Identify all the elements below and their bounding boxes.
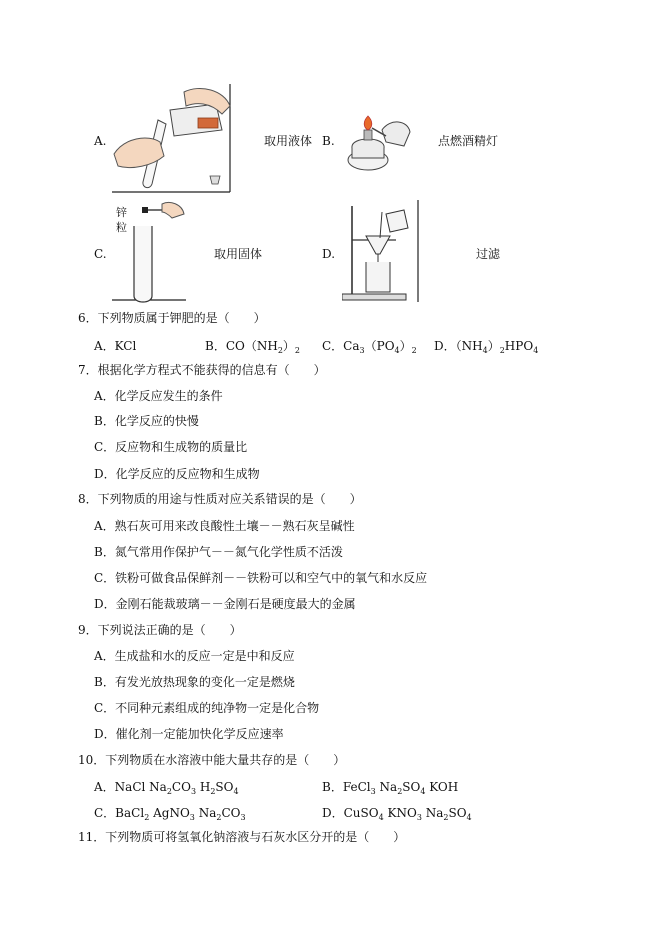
q9-option-a: A．生成盐和水的反应一定是中和反应	[94, 649, 295, 663]
zinc-label-2: 粒	[116, 221, 127, 234]
filtration-figure	[342, 200, 420, 304]
light-alcohol-lamp-figure	[340, 108, 412, 172]
take-solid-figure	[112, 200, 188, 304]
q9-stem: 9．下列说法正确的是（ ）	[78, 623, 242, 637]
q7-option-b: B．化学反应的快慢	[94, 414, 199, 428]
q9-option-c: C．不同种元素组成的纯净物一定是化合物	[94, 701, 320, 715]
q8-option-b: B．氮气常用作保护气－－氮气化学性质不活泼	[94, 545, 343, 559]
q10-option-c: C．BaCl$_2$ AgNO$_3$ $Na_2CO_3$	[94, 806, 246, 822]
q8-stem: 8．下列物质的用途与性质对应关系错误的是（ ）	[78, 492, 362, 506]
caption-light-lamp: 点燃酒精灯	[438, 134, 499, 148]
option-letter-c: C.	[94, 247, 107, 261]
q9-option-b: B．有发光放热现象的变化一定是燃烧	[94, 675, 295, 689]
q6-option-a: A．KCl	[94, 339, 137, 353]
caption-take-liquid: 取用液体	[264, 134, 313, 148]
option-letter-d: D.	[322, 247, 336, 261]
q6-option-d: D．$(NH_4)_2HPO_4$	[434, 339, 539, 355]
q10-option-d: D．CuSO$_4$ $KNO_3$ $Na_2SO_4$	[322, 806, 472, 822]
q7-option-d: D．化学反应的反应物和生成物	[94, 467, 260, 481]
q7-stem: 7．根据化学方程式不能获得的信息有（ ）	[78, 363, 326, 377]
zinc-label-1: 锌	[116, 206, 127, 219]
q7-option-a: A．化学反应发生的条件	[94, 389, 223, 403]
q7-option-c: C．反应物和生成物的质量比	[94, 440, 248, 454]
q8-option-c: C．铁粉可做食品保鲜剂－－铁粉可以和空气中的氧气和水反应	[94, 571, 428, 585]
q9-option-d: D．催化剂一定能加快化学反应速率	[94, 727, 284, 741]
q6-option-b: B．$CO(NH_2)_2$	[205, 339, 301, 355]
pour-liquid-figure	[112, 84, 234, 194]
option-letter-b: B.	[322, 134, 335, 148]
q6-stem: 6．下列物质属于钾肥的是（ ）	[78, 311, 266, 325]
q6-option-c: C．$Ca_3(PO_4)_2$	[322, 339, 417, 355]
caption-filtration: 过滤	[476, 247, 501, 261]
q10-option-a: A．NaCl $Na_2CO_3$ $H_2SO_4$	[94, 780, 239, 796]
q10-stem: 10．下列物质在水溶液中能大量共存的是（ ）	[78, 753, 346, 767]
q11-stem: 11．下列物质可将氢氧化钠溶液与石灰水区分开的是（ ）	[78, 830, 406, 844]
option-letter-a: A.	[94, 134, 107, 148]
caption-take-solid: 取用固体	[214, 247, 263, 261]
q8-option-a: A．熟石灰可用来改良酸性土壤－－熟石灰呈碱性	[94, 519, 355, 533]
q10-option-b: B．FeCl$_3$ $Na_2SO_4$ KOH	[322, 780, 459, 796]
q8-option-d: D．金刚石能裁玻璃－－金刚石是硬度最大的金属	[94, 597, 356, 611]
